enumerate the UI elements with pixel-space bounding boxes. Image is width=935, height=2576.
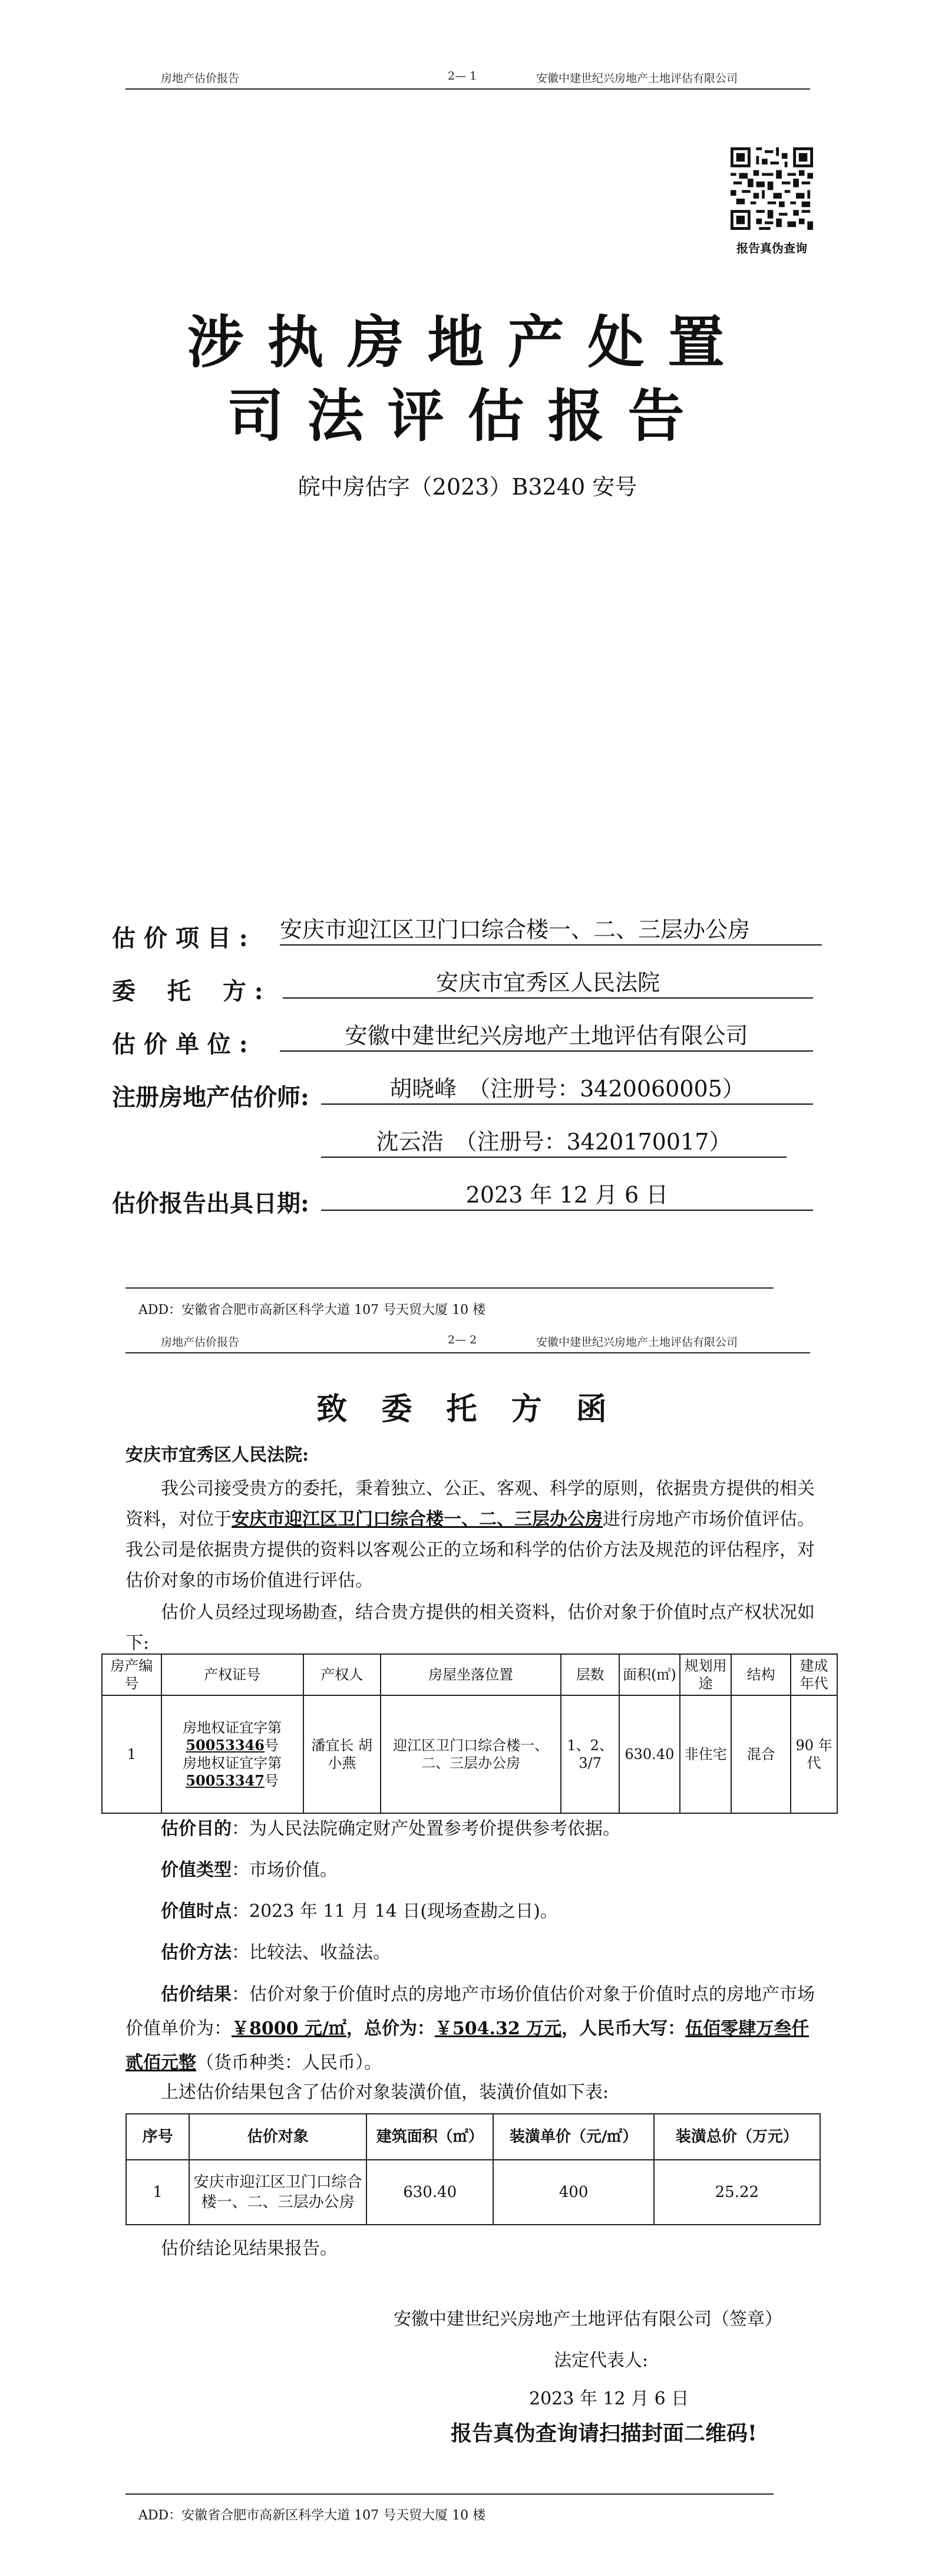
report-title-line1: 涉执房地产处置 bbox=[187, 309, 748, 375]
total-price: ￥504.32 万元 bbox=[434, 2018, 562, 2039]
cell-no: 1 bbox=[126, 2160, 189, 2225]
appraiser-1: 胡晓峰 （注册号：3420060005） bbox=[321, 1074, 813, 1105]
decoration-table bbox=[125, 2113, 821, 2225]
unit-label: 估 价 单 位 : bbox=[112, 1030, 248, 1058]
col-header: 结构 bbox=[731, 1654, 791, 1695]
table-row bbox=[102, 1695, 837, 1813]
page2-footer-rule bbox=[125, 2493, 774, 2495]
property-rights-table bbox=[101, 1653, 838, 1814]
page2-address: ADD：安徽省合肥市高新区科学大道 107 号天贸大厦 10 楼 bbox=[138, 2508, 486, 2523]
table-header-row bbox=[102, 1654, 837, 1695]
total-price-chinese: 伍佰零肆万叁仟贰佰元整 bbox=[125, 2018, 810, 2073]
col-header: 层数 bbox=[561, 1654, 619, 1695]
cell-no: 1 bbox=[102, 1695, 161, 1813]
company-signature: 安徽中建世纪兴房地产土地评估有限公司（签章） bbox=[394, 2309, 782, 2330]
page1-header-left: 房地产估价报告 bbox=[161, 72, 240, 85]
col-header: 装潢总价（万元） bbox=[654, 2114, 820, 2160]
property-name: 安庆市迎江区卫门口综合楼一、二、三层办公房 bbox=[232, 1509, 603, 1530]
client-value: 安庆市宜秀区人民法院 bbox=[283, 968, 813, 999]
page1-header-company: 安徽中建世纪兴房地产土地评估有限公司 bbox=[536, 72, 738, 85]
col-header: 建成年代 bbox=[791, 1654, 837, 1695]
decoration-intro: 上述估价结果包含了估价对象装潢价值，装潢价值如下表: bbox=[161, 2082, 609, 2103]
col-header: 房屋坐落位置 bbox=[381, 1654, 561, 1695]
conclusion: 估价结论见结果报告。 bbox=[161, 2238, 338, 2259]
report-number: 皖中房估字（2023）B3240 安号 bbox=[298, 474, 637, 500]
col-header: 产权人 bbox=[303, 1654, 381, 1695]
cell-unit-price: 400 bbox=[493, 2160, 653, 2225]
cell-object: 安庆市迎江区卫门口综合楼一、二、三层办公房 bbox=[189, 2160, 366, 2225]
col-header: 面积(㎡) bbox=[619, 1654, 680, 1695]
col-header: 序号 bbox=[126, 2114, 189, 2160]
cell-structure: 混合 bbox=[731, 1695, 791, 1813]
valuation-purpose: 估价目的：为人民法院确定财产处置参考价提供参考依据。 bbox=[161, 1819, 620, 1839]
page1-header-page: 2— 1 bbox=[448, 70, 477, 83]
col-header: 装潢单价（元/㎡） bbox=[493, 2114, 653, 2160]
legal-representative: 法定代表人: bbox=[554, 2350, 649, 2371]
addressee: 安庆市宜秀区人民法院: bbox=[125, 1445, 309, 1465]
report-title-line2: 司法评估报告 bbox=[227, 383, 708, 449]
page2-header-rule bbox=[125, 1352, 810, 1353]
cell-cert: 房地权证宜字第50053346号 房地权证宜字第50053347号 bbox=[161, 1695, 303, 1813]
date-label: 估价报告出具日期: bbox=[112, 1190, 309, 1217]
date-value: 2023 年 12 月 6 日 bbox=[321, 1180, 813, 1211]
valuation-date: 价值时点：2023 年 11 月 14 日(现场查勘之日)。 bbox=[161, 1901, 558, 1922]
unit-price: ￥8000 元/㎡ bbox=[232, 2018, 346, 2039]
paragraph-2: 估价人员经过现场勘查，结合贵方提供的相关资料，估价对象于价值时点产权状况如下: bbox=[125, 1602, 815, 1653]
cell-use: 非住宅 bbox=[680, 1695, 732, 1813]
value-type: 价值类型：市场价值。 bbox=[161, 1860, 338, 1880]
col-header: 规划用途 bbox=[680, 1654, 732, 1695]
valuation-method: 估价方法：比较法、收益法。 bbox=[161, 1942, 391, 1963]
valuation-result: 估价结果：估价对象于价值时点的房地产市场价值估价对象于价值时点的房地产市场价值单价为：￥8000 元/㎡，总价为：￥504.32 万元，人民币大写：伍佰零肆万叁仟贰佰元整（货币种类：人民币）。 bbox=[125, 1984, 815, 2073]
cell-area: 630.40 bbox=[619, 1695, 680, 1813]
col-header: 估价对象 bbox=[189, 2114, 366, 2160]
page1-address: ADD：安徽省合肥市高新区科学大道 107 号天贸大厦 10 楼 bbox=[138, 1303, 486, 1317]
appraiser-2: 沈云浩 （注册号：3420170017） bbox=[321, 1127, 787, 1158]
table-header-row bbox=[126, 2114, 820, 2160]
letter-title: 致 委 托 方 函 bbox=[316, 1391, 619, 1427]
unit-value: 安徽中建世纪兴房地产土地评估有限公司 bbox=[280, 1021, 813, 1052]
cell-area: 630.40 bbox=[366, 2160, 494, 2225]
col-header: 产权证号 bbox=[161, 1654, 303, 1695]
page1-footer-rule bbox=[125, 1287, 774, 1289]
page2-header-company: 安徽中建世纪兴房地产土地评估有限公司 bbox=[536, 1336, 738, 1349]
project-value: 安庆市迎江区卫门口综合楼一、二、三层办公房 bbox=[280, 915, 822, 946]
project-label: 估 价 项 目 : bbox=[112, 924, 248, 952]
page2-header-left: 房地产估价报告 bbox=[161, 1336, 240, 1349]
signature-date: 2023 年 12 月 6 日 bbox=[529, 2389, 689, 2409]
page1-header-rule bbox=[125, 88, 810, 90]
qr-code-icon[interactable] bbox=[731, 147, 813, 230]
cell-floors: 1、2、3/7 bbox=[561, 1695, 619, 1813]
table-row bbox=[126, 2160, 820, 2225]
col-header: 建筑面积（㎡） bbox=[366, 2114, 494, 2160]
cell-location: 迎江区卫门口综合楼一、二、三层办公房 bbox=[381, 1695, 561, 1813]
appraiser-label: 注册房地产估价师: bbox=[112, 1083, 309, 1111]
col-header: 房产编号 bbox=[102, 1654, 161, 1695]
qr-caption: 报告真伪查询 bbox=[736, 241, 807, 255]
client-label: 委 托 方 : bbox=[112, 977, 263, 1005]
cell-owner: 潘宜长 胡小燕 bbox=[303, 1695, 381, 1813]
verification-note: 报告真伪查询请扫描封面二维码! bbox=[451, 2421, 757, 2446]
cell-year: 90 年代 bbox=[791, 1695, 837, 1813]
cell-total: 25.22 bbox=[654, 2160, 820, 2225]
page2-header-page: 2— 2 bbox=[448, 1333, 477, 1346]
paragraph-1: 我公司接受贵方的委托，秉着独立、公正、客观、科学的原则，依据贵方提供的相关资料，对位于安庆市迎江区卫门口综合楼一、二、三层办公房进行房地产市场价值评估。我公司是依据贵方提供的资料以客观公正的立场和科学的估价方法及规范的评估程序，对估价对象的市场价值进行评估。 bbox=[125, 1478, 815, 1591]
